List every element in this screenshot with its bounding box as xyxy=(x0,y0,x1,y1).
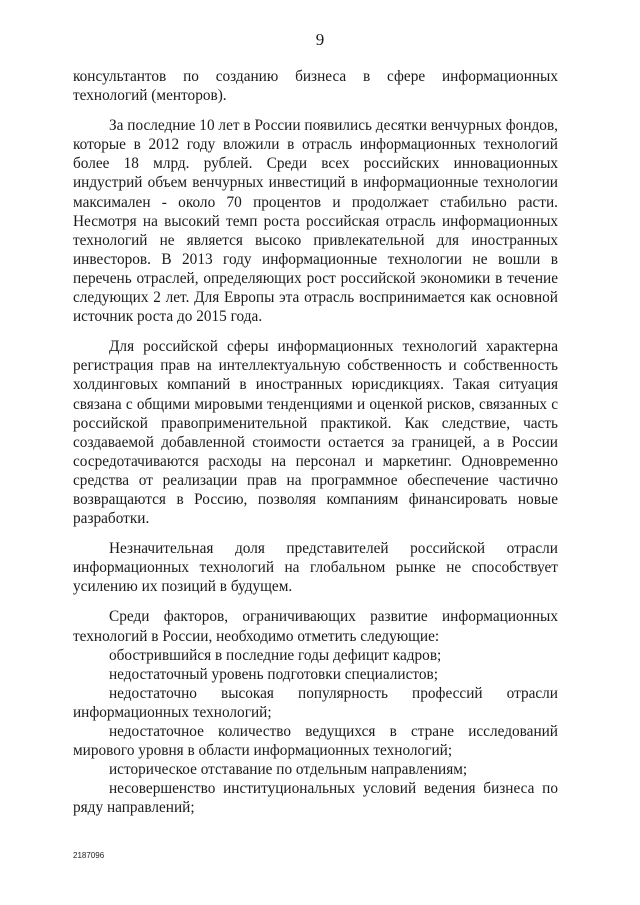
list-item: недостаточный уровень подготовки специалистов; xyxy=(109,665,438,683)
document-code: 2187096 xyxy=(73,851,105,860)
paragraph-ip-registration: Для российской сферы информационных технологий характерна регистрация прав на интеллектуальную собственность и собственность холдинговых компаний в иностранных юрисдикциях. Такая ситуация связана с общими мировыми тенденциями и оценкой рисков, связанных с российской правоприменительной практикой. Как следствие, часть создаваемой добавленной стоимости остается за границей, а в России сосредотачиваются расходы на персонал и маркетинг. Одновременно средства от реализации прав на программное обеспечение частично возвращаются в Россию, позволяя компаниям финансировать новые разработки. xyxy=(73,338,558,528)
list-item: недостаточное количество ведущихся в стране исследований мирового уровня в области информационных технологий; xyxy=(73,723,558,760)
list-item: обострившийся в последние годы дефицит кадров; xyxy=(109,646,442,664)
paragraph-factors-intro: Среди факторов, ограничивающих развитие информационных технологий в России, необходимо отметить следующие: xyxy=(73,608,558,645)
list-item: несовершенство институциональных условий ведения бизнеса по ряду направлений; xyxy=(73,780,558,817)
list-item: историческое отставание по отдельным направлениям; xyxy=(109,761,468,779)
paragraph-venture-funds: За последние 10 лет в России появились десятки венчурных фондов, которые в 2012 году вложили в отрасль информационных технологий более 18 млрд. рублей. Среди всех российских инновационных индустрий объем венчурных инвестиций в информационные технологии максимален - около 70 процентов и продолжает стабильно расти. Несмотря на высокий темп роста российская отрасль информационных технологий не является высоко привлекательной для иностранных инвесторов. В 2013 году информационные технологии не вошли в перечень отраслей, определяющих рост российской экономики в течение следующих 2 лет. Для Европы эта отрасль воспринимается как основной источник роста до 2015 года. xyxy=(73,117,558,326)
list-item: недостаточно высокая популярность профессий отрасли информационных технологий; xyxy=(73,684,558,721)
paragraph-continuation: консультантов по созданию бизнеса в сфере информационных технологий (менторов). xyxy=(73,68,558,105)
document-body xyxy=(73,67,558,817)
paragraph-global-share: Незначительная доля представителей российской отрасли информационных технологий на глобальном рынке не способствует усилению их позиций в будущем. xyxy=(73,540,558,596)
page-number: 9 xyxy=(315,30,325,49)
